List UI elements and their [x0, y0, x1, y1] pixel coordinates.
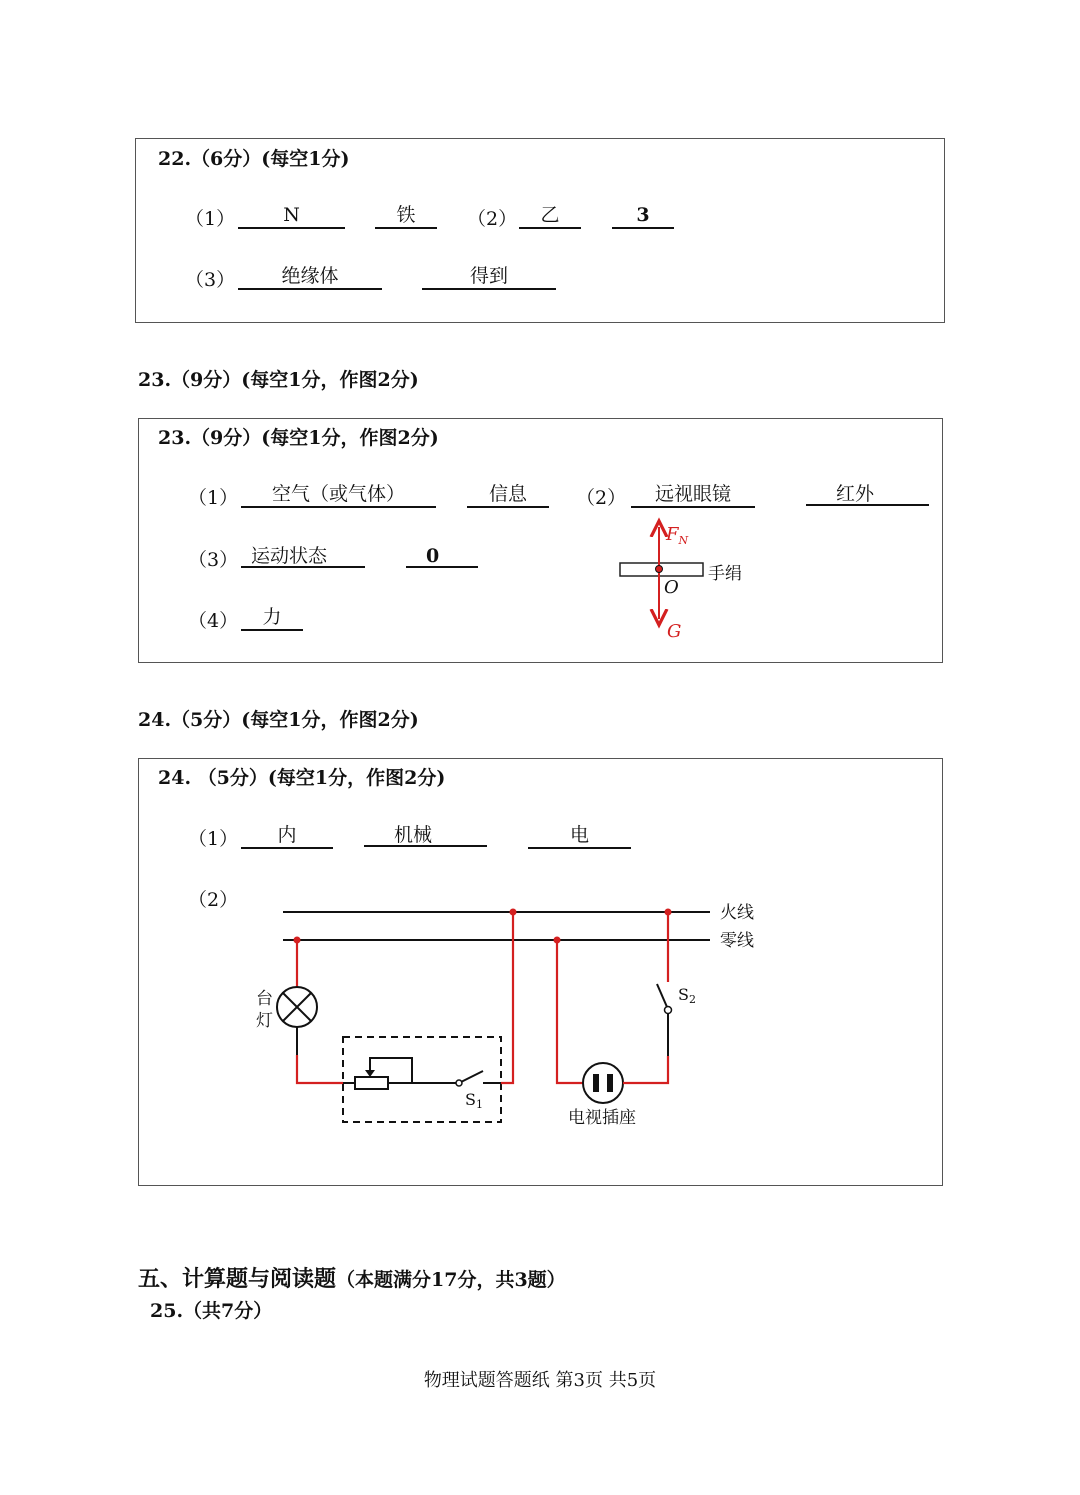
q22-answer-6: 得到 — [422, 264, 556, 290]
q24-header: 24. （5分）(每空1分，作图2分) — [158, 767, 446, 789]
q23-part1-label: （1） — [188, 487, 239, 509]
junction-live-2 — [665, 909, 672, 916]
junction-live-1 — [510, 909, 517, 916]
q24-part2-label: （2） — [188, 889, 239, 911]
object-label: 手绢 — [708, 564, 742, 584]
section5-heading — [138, 1262, 566, 1293]
q22-answer-1: N — [238, 203, 345, 229]
junction-neutral-1 — [294, 937, 301, 944]
lamp-label-bottom: 灯 — [256, 1011, 273, 1031]
q23-answer-2: 信息 — [467, 482, 549, 508]
q24-part1-label: （1） — [188, 828, 239, 850]
switch-s1-label: S1 — [465, 1090, 483, 1111]
q24-answer-2: 机械 — [364, 823, 487, 847]
pivot-label: O — [664, 577, 679, 598]
page-footer: 物理试题答题纸 第3页 共5页 — [423, 1370, 657, 1391]
q23-answer-5: 运动状态 — [241, 544, 365, 568]
q22-answer-3: 乙 — [519, 203, 581, 229]
q23-answer-4: 红外 — [806, 482, 929, 506]
q24-answer-3: 电 — [528, 823, 631, 849]
q23-header: 23.（9分）(每空1分，作图2分) — [158, 427, 439, 449]
circuit-diagram — [240, 890, 780, 1135]
lamp-label-top: 台 — [256, 989, 273, 1009]
q23-answer-6: 0 — [406, 544, 478, 568]
q23-answer-7: 力 — [241, 605, 303, 631]
pivot-point — [656, 566, 663, 573]
section5-note: （本题满分17分，共3题） — [336, 1269, 566, 1291]
switch-s2-label: S2 — [678, 985, 696, 1006]
tv-socket-symbol — [583, 1063, 623, 1103]
q23-part2-label: （2） — [576, 487, 627, 509]
q23-answer-1: 空气（或气体） — [241, 482, 436, 508]
section5-title: 五、计算题与阅读题 — [138, 1266, 337, 1292]
q23-outer-header: 23.（9分）(每空1分，作图2分) — [138, 369, 419, 391]
switch-s1 — [461, 1071, 483, 1082]
force-up-label: $F_N$ — [666, 524, 689, 547]
junction-neutral-2 — [554, 937, 561, 944]
rheostat-symbol — [355, 1077, 388, 1089]
force-down-label: G — [667, 621, 682, 642]
q22-part3-label: （3） — [185, 269, 236, 291]
q22-answer-2: 铁 — [375, 203, 437, 229]
tv-socket-label: 电视插座 — [568, 1108, 636, 1128]
force-diagram — [600, 515, 760, 650]
switch-s2 — [657, 984, 667, 1007]
q25-header: 25.（共7分） — [150, 1300, 273, 1322]
q23-part4-label: （4） — [188, 610, 239, 632]
q22-answer-4: 3 — [612, 203, 674, 229]
neutral-wire-label: 零线 — [720, 931, 754, 951]
q23-part3-label: （3） — [188, 549, 239, 571]
q22-header: 22.（6分）(每空1分) — [158, 148, 350, 170]
q24-outer-header: 24.（5分）(每空1分，作图2分) — [138, 709, 419, 731]
live-wire-label: 火线 — [720, 903, 754, 923]
q22-answer-5: 绝缘体 — [238, 264, 382, 290]
q23-answer-3: 远视眼镜 — [631, 482, 755, 508]
q24-answer-1: 内 — [241, 823, 333, 849]
q22-part1-label: （1） — [185, 208, 236, 230]
q22-part2-label: （2） — [467, 208, 518, 230]
